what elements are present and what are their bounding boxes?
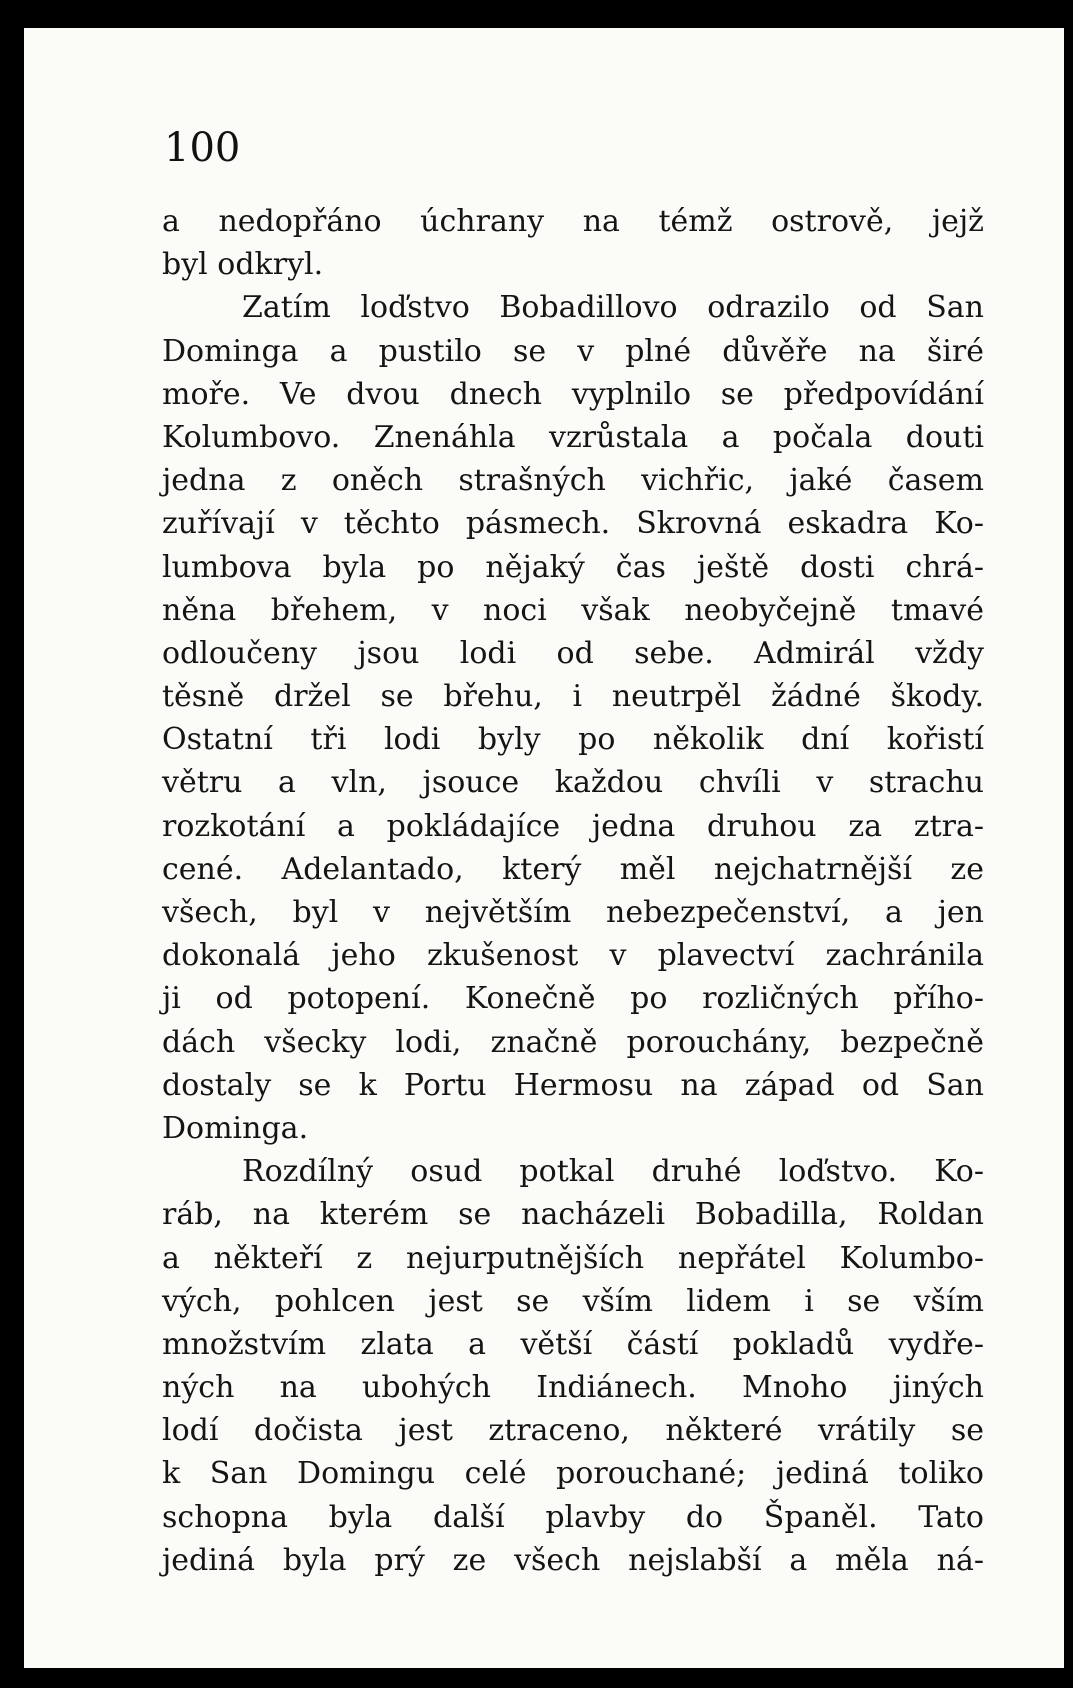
text-line: větru a vln, jsouce každou chvíli v strachu [162,765,984,801]
text-line: a někteří z nejurputnějších nepřátel Kolumbo- [162,1240,984,1276]
text-line: jediná byla prý ze všech nejslabší a měla ná- [162,1542,984,1578]
body-text [162,200,984,1582]
text-line: k San Domingu celé porouchané; jediná toliko [162,1456,984,1492]
text-line: Ostatní tři lodi byly po několik dní kořistí [162,722,984,758]
text-line: ných na ubohých Indiánech. Mnoho jiných [162,1370,984,1406]
text-line: zuřívají v těchto pásmech. Skrovná eskadra Ko- [162,506,984,542]
text-line: ráb, na kterém se nacházeli Bobadilla, Roldan [162,1197,984,1233]
text-line: a nedopřáno úchrany na témž ostrově, jejž [162,204,984,239]
text-line: množstvím zlata a větší částí pokladů vydře- [162,1326,984,1362]
text-line: Zatím loďstvo Bobadillovo odrazilo od San [242,290,984,326]
text-line: Kolumbovo. Znenáhla vzrůstala a počala douti [162,419,984,455]
text-line: ji od potopení. Konečně po rozličných přího- [162,981,984,1017]
text-line: dokonalá jeho zkušenost v plavectví zachránila [162,938,984,974]
text-line: všech, byl v největším nebezpečenství, a jen [162,895,984,930]
text-line: Dominga. [162,1110,309,1146]
text-line: lumbova byla po nějaký čas ještě dosti chrá- [162,549,984,585]
text-line: schopna byla další plavby do Španěl. Tato [162,1499,984,1535]
book-page [24,28,1064,1668]
text-line: byl odkryl. [162,247,324,283]
text-line: něna břehem, v noci však neobyčejně tmavé [162,592,984,628]
text-line: dách všecky lodi, značně porouchány, bezpečně [162,1024,984,1060]
text-line: odloučeny jsou lodi od sebe. Admirál vždy [162,635,984,671]
text-line: Rozdílný osud potkal druhé loďstvo. Ko- [242,1154,984,1190]
text-line: Dominga a pustilo se v plné důvěře na širé [162,333,984,369]
text-line: lodí dočista jest ztraceno, některé vrátily se [162,1413,984,1449]
text-line: rozkotání a pokládajíce jedna druhou za ztra- [162,808,984,844]
text-line: cené. Adelantado, který měl nejchatrnější ze [162,851,984,887]
text-line: vých, pohlcen jest se vším lidem i se vším [162,1283,984,1319]
text-line: těsně držel se břehu, i neutrpěl žádné škody. [162,679,984,715]
text-line: jedna z oněch strašných vichřic, jaké časem [162,463,984,499]
text-line: moře. Ve dvou dnech vyplnilo se předpovídání [162,376,984,412]
text-line: dostaly se k Portu Hermosu na západ od San [162,1067,984,1103]
page-number: 100 [164,125,241,171]
